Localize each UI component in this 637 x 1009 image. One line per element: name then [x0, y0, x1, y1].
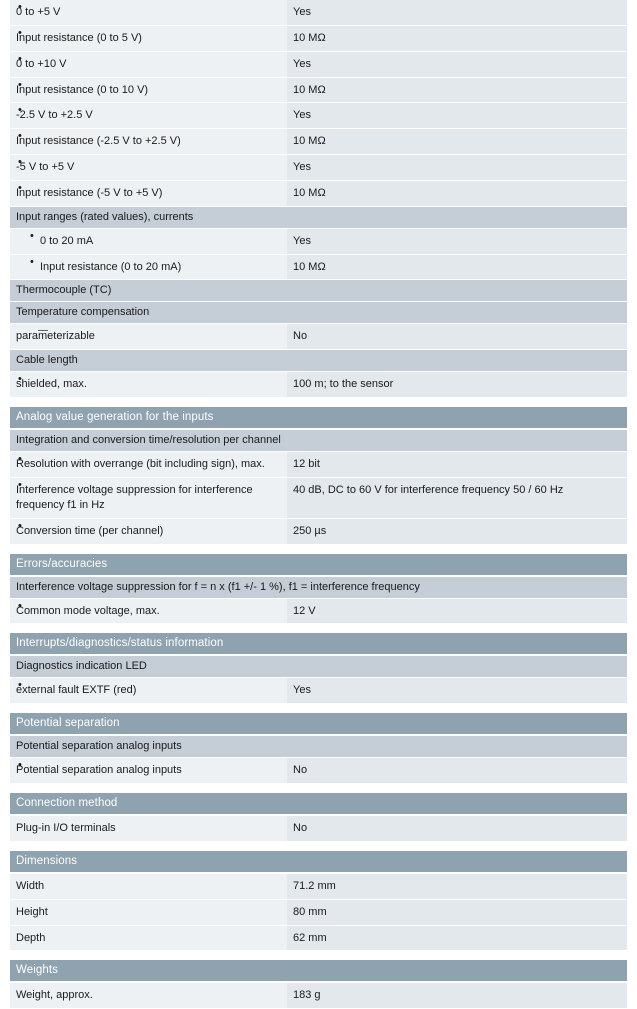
section-header-label: Errors/accuracies [10, 554, 627, 576]
table-row [10, 518, 627, 544]
subsection-header-row [10, 280, 627, 302]
spacer-cell [10, 624, 627, 634]
section-header-row [10, 633, 627, 655]
row-label: • Common mode voltage, max. [10, 598, 287, 624]
row-value: No [287, 758, 627, 784]
table-row [10, 103, 627, 129]
subsection-header-row [10, 206, 627, 228]
section-header-row [10, 793, 627, 815]
row-value: 71.2 mm [287, 873, 627, 899]
row-value: 10 MΩ [287, 25, 627, 51]
row-label: Weight, approx. [10, 982, 287, 1008]
row-value: 250 µs [287, 518, 627, 544]
row-spacer [10, 544, 627, 554]
row-label: • 0 to +10 V [10, 51, 287, 77]
row-value: 10 MΩ [287, 180, 627, 206]
table-row [10, 372, 627, 398]
row-label: Plug-in I/O terminals [10, 815, 287, 841]
row-value: 62 mm [287, 925, 627, 951]
row-spacer [10, 951, 627, 961]
section-header-row [10, 960, 627, 982]
table-row [10, 925, 627, 951]
row-value: Yes [287, 678, 627, 704]
table-row [10, 324, 627, 350]
spacer-cell [10, 841, 627, 851]
section-header-label: Dimensions [10, 851, 627, 873]
table-row [10, 25, 627, 51]
subsection-header-row [10, 429, 627, 452]
row-label: • Input resistance (-5 V to +5 V) [10, 180, 287, 206]
row-value: 183 g [287, 982, 627, 1008]
spacer-cell [10, 544, 627, 554]
table-row [10, 758, 627, 784]
table-row [10, 815, 627, 841]
row-spacer [10, 624, 627, 634]
row-value: 12 bit [287, 452, 627, 478]
row-value: 10 MΩ [287, 77, 627, 103]
row-value: Yes [287, 103, 627, 129]
row-value: 10 MΩ [287, 129, 627, 155]
specifications-table-body [10, 0, 627, 1009]
section-header-label: Potential separation [10, 713, 627, 735]
spacer-cell [10, 704, 627, 714]
row-spacer [10, 784, 627, 794]
table-row [10, 228, 627, 254]
section-header-label: Connection method [10, 793, 627, 815]
section-header-label: Interrupts/diagnostics/status information [10, 633, 627, 655]
row-label: • Interference voltage suppression for interference frequency f1 in Hz [10, 477, 287, 518]
row-label: • Resolution with overrange (bit including sign), max. [10, 452, 287, 478]
table-row [10, 598, 627, 624]
row-value: Yes [287, 228, 627, 254]
row-value: 40 dB, DC to 60 V for interference frequency 50 / 60 Hz [287, 477, 627, 518]
row-label: • -2.5 V to +2.5 V [10, 103, 287, 129]
row-label: • Input resistance (0 to 20 mA) [10, 254, 287, 280]
row-value: 100 m; to the sensor [287, 372, 627, 398]
spacer-cell [10, 398, 627, 408]
subsection-header-label: Cable length [10, 350, 627, 372]
row-label: Height [10, 899, 287, 925]
subsection-header-row [10, 735, 627, 758]
row-value: 80 mm [287, 899, 627, 925]
subsection-header-label: Diagnostics indication LED [10, 655, 627, 678]
row-label: Depth [10, 925, 287, 951]
subsection-header-row [10, 302, 627, 324]
subsection-header-row [10, 350, 627, 372]
row-label: — parameterizable [10, 324, 287, 350]
section-header-row [10, 407, 627, 429]
row-label: • 0 to 20 mA [10, 228, 287, 254]
table-row [10, 77, 627, 103]
section-header-row [10, 554, 627, 576]
row-value: Yes [287, 155, 627, 181]
row-label: • Input resistance (-2.5 V to +2.5 V) [10, 129, 287, 155]
row-spacer [10, 398, 627, 408]
row-value: Yes [287, 0, 627, 25]
subsection-header-label: Integration and conversion time/resolution per channel [10, 429, 627, 452]
row-value: No [287, 815, 627, 841]
row-spacer [10, 704, 627, 714]
table-row [10, 155, 627, 181]
row-value: 10 MΩ [287, 254, 627, 280]
row-label: Width [10, 873, 287, 899]
row-label: • Input resistance (0 to 10 V) [10, 77, 287, 103]
subsection-header-label: Thermocouple (TC) [10, 280, 627, 302]
table-row [10, 982, 627, 1008]
table-row [10, 180, 627, 206]
table-row [10, 899, 627, 925]
table-row [10, 129, 627, 155]
section-header-label: Weights [10, 960, 627, 982]
table-row [10, 51, 627, 77]
row-spacer [10, 841, 627, 851]
subsection-header-label: Input ranges (rated values), currents [10, 206, 627, 228]
row-label: • Potential separation analog inputs [10, 758, 287, 784]
table-row [10, 477, 627, 518]
row-label: • -5 V to +5 V [10, 155, 287, 181]
section-header-row [10, 713, 627, 735]
row-value: 12 V [287, 598, 627, 624]
spacer-cell [10, 784, 627, 794]
table-row [10, 678, 627, 704]
table-row [10, 452, 627, 478]
row-label: • 0 to +5 V [10, 0, 287, 25]
subsection-header-label: Temperature compensation [10, 302, 627, 324]
row-label: • external fault EXTF (red) [10, 678, 287, 704]
table-row [10, 254, 627, 280]
table-row [10, 873, 627, 899]
row-value: No [287, 324, 627, 350]
spacer-cell [10, 951, 627, 961]
row-value: Yes [287, 51, 627, 77]
row-label: • shielded, max. [10, 372, 287, 398]
subsection-header-label: Interference voltage suppression for f = n x (f1 +/- 1 %), f1 = interference frequency [10, 576, 627, 599]
section-header-label: Analog value generation for the inputs [10, 407, 627, 429]
subsection-header-row [10, 576, 627, 599]
section-header-row [10, 851, 627, 873]
subsection-header-label: Potential separation analog inputs [10, 735, 627, 758]
specifications-table [10, 0, 627, 1009]
row-label: • Conversion time (per channel) [10, 518, 287, 544]
row-label: • Input resistance (0 to 5 V) [10, 25, 287, 51]
subsection-header-row [10, 655, 627, 678]
table-row [10, 0, 627, 25]
